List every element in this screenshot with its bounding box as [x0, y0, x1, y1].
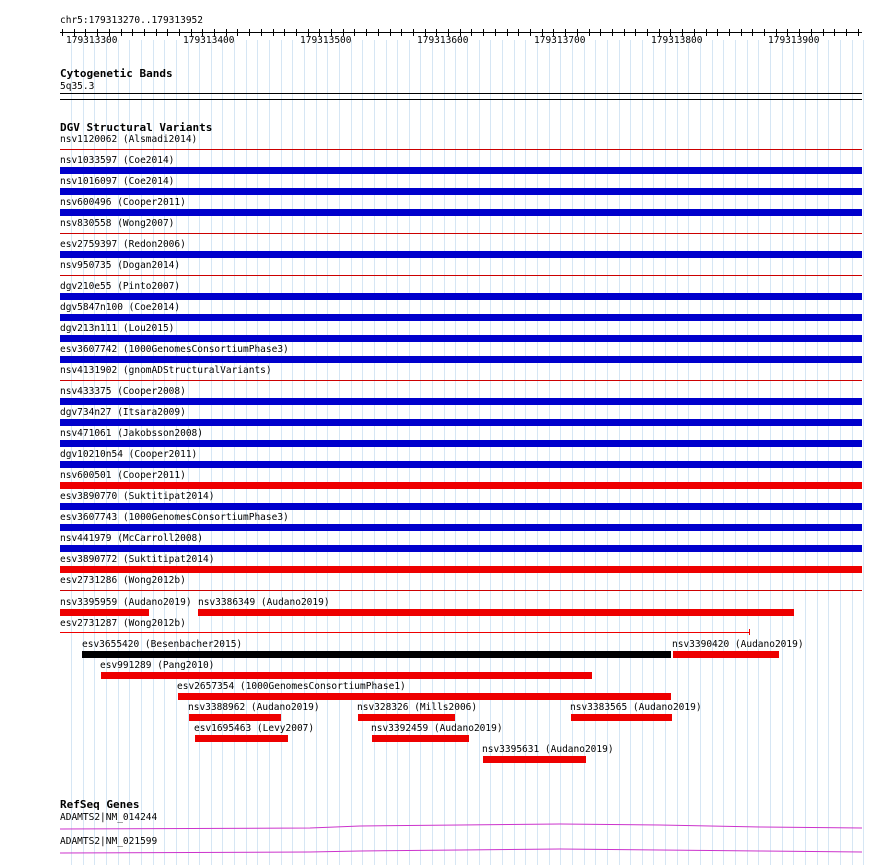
variant-feature[interactable]: [60, 609, 149, 616]
grid-line: [351, 40, 352, 865]
variant-feature[interactable]: [358, 714, 455, 721]
variant-label[interactable]: esv3890770 (Suktitipat2014): [60, 491, 215, 502]
variant-label[interactable]: esv2731287 (Wong2012b): [60, 618, 186, 629]
variant-feature[interactable]: [60, 149, 862, 150]
variant-label[interactable]: nsv328326 (Mills2006): [357, 702, 478, 713]
grid-line: [642, 40, 643, 865]
ruler-minor-tick: [237, 29, 238, 36]
grid-line: [723, 40, 724, 865]
variant-feature[interactable]: [60, 461, 862, 468]
variant-label[interactable]: esv1695463 (Levy2007): [194, 723, 315, 734]
variant-label[interactable]: nsv3392459 (Audano2019): [371, 723, 503, 734]
variant-label[interactable]: nsv950735 (Dogan2014): [60, 260, 181, 271]
ruler-tick-label: 179313700: [534, 35, 586, 46]
ruler-tick-label: 179313800: [651, 35, 703, 46]
ruler-minor-tick: [179, 29, 180, 36]
variant-feature[interactable]: [101, 672, 592, 679]
variant-feature[interactable]: [60, 293, 862, 300]
gene-tracks: [60, 820, 862, 860]
variant-label[interactable]: nsv4131902 (gnomADStructuralVariants): [60, 365, 272, 376]
variant-feature[interactable]: [60, 482, 862, 489]
cyto-band-line-top: [60, 93, 862, 94]
variant-feature[interactable]: [198, 609, 794, 616]
variant-label[interactable]: nsv830558 (Wong2007): [60, 218, 175, 229]
ruler-minor-tick: [132, 29, 133, 36]
grid-line: [665, 40, 666, 865]
cyto-track-title[interactable]: Cytogenetic Bands: [60, 67, 173, 80]
ruler-minor-tick: [823, 29, 824, 36]
ruler-minor-tick: [390, 29, 391, 36]
grid-line: [747, 40, 748, 865]
ruler-minor-tick: [483, 29, 484, 36]
variant-label[interactable]: esv2759397 (Redon2006): [60, 239, 186, 250]
grid-line: [817, 40, 818, 865]
variant-label[interactable]: dgv213n111 (Lou2015): [60, 323, 175, 334]
variant-label[interactable]: nsv441979 (McCarroll2008): [60, 533, 203, 544]
refseq-track-title[interactable]: RefSeq Genes: [60, 798, 140, 811]
variant-feature[interactable]: [60, 167, 862, 174]
cyto-band-label: 5q35.3: [60, 81, 95, 92]
grid-line: [677, 40, 678, 865]
variant-label[interactable]: nsv3383565 (Audano2019): [570, 702, 702, 713]
variant-feature[interactable]: [60, 380, 862, 381]
variant-label[interactable]: nsv1016097 (Coe2014): [60, 176, 175, 187]
ruler-minor-tick: [495, 29, 496, 36]
grid-line: [688, 40, 689, 865]
variant-label[interactable]: esv3890772 (Suktitipat2014): [60, 554, 215, 565]
variant-feature[interactable]: [60, 251, 862, 258]
location-label: chr5:179313270..179313952: [60, 15, 203, 26]
ruler-minor-tick: [366, 29, 367, 36]
grid-line: [549, 40, 550, 865]
grid-line: [316, 40, 317, 865]
ruler-minor-tick: [507, 29, 508, 36]
variant-label[interactable]: dgv210e55 (Pinto2007): [60, 281, 181, 292]
grid-line: [537, 40, 538, 865]
ruler-minor-tick: [249, 29, 250, 36]
ruler-minor-tick: [156, 29, 157, 36]
ruler-tick-label: 179313300: [66, 35, 118, 46]
variant-label[interactable]: nsv471061 (Jakobsson2008): [60, 428, 203, 439]
ruler-minor-tick: [144, 29, 145, 36]
variant-label[interactable]: dgv5847n100 (Coe2014): [60, 302, 181, 313]
grid-line: [619, 40, 620, 865]
ruler-minor-tick: [752, 29, 753, 36]
grid-line: [828, 40, 829, 865]
ruler-minor-tick: [273, 29, 274, 36]
variant-feature[interactable]: [483, 756, 586, 763]
variant-feature[interactable]: [673, 651, 779, 658]
grid-line: [653, 40, 654, 865]
grid-line: [840, 40, 841, 865]
grid-line: [525, 40, 526, 865]
variant-feature[interactable]: [60, 275, 862, 276]
ruler-minor-tick: [401, 29, 402, 36]
variant-feature[interactable]: [60, 209, 862, 216]
variant-feature[interactable]: [60, 314, 862, 321]
grid-line: [700, 40, 701, 865]
variant-feature[interactable]: [60, 335, 862, 342]
ruler-minor-tick: [612, 29, 613, 36]
gene-label[interactable]: ADAMTS2|NM_014244: [60, 812, 158, 823]
ruler-minor-tick: [741, 29, 742, 36]
grid-line: [584, 40, 585, 865]
variant-label[interactable]: nsv1033597 (Coe2014): [60, 155, 175, 166]
grid-line: [863, 40, 864, 865]
grid-line: [292, 40, 293, 865]
grid-line: [770, 40, 771, 865]
variant-feature[interactable]: [189, 714, 281, 721]
ruler-minor-tick: [167, 29, 168, 36]
grid-line: [607, 40, 608, 865]
variant-feature[interactable]: [60, 503, 862, 510]
ruler-minor-tick: [764, 29, 765, 36]
grid-line: [782, 40, 783, 865]
ruler-minor-tick: [589, 29, 590, 36]
gene-line[interactable]: [60, 824, 862, 829]
gene-line[interactable]: [60, 849, 862, 853]
ruler-minor-tick: [284, 29, 285, 36]
variant-feature[interactable]: [571, 714, 672, 721]
ruler-minor-tick: [717, 29, 718, 36]
grid-line: [339, 40, 340, 865]
variant-feature[interactable]: [60, 545, 862, 552]
ruler-minor-tick: [624, 29, 625, 36]
ruler-minor-tick: [413, 29, 414, 36]
grid-line: [560, 40, 561, 865]
variant-feature[interactable]: [60, 398, 862, 405]
ruler-tick-label: 179313400: [183, 35, 235, 46]
grid-line: [805, 40, 806, 865]
grid-line: [595, 40, 596, 865]
variant-feature[interactable]: [60, 590, 862, 591]
ruler-minor-tick: [518, 29, 519, 36]
variant-feature[interactable]: [178, 693, 671, 700]
grid-line: [712, 40, 713, 865]
ruler-minor-tick: [706, 29, 707, 36]
variant-label[interactable]: nsv3390420 (Audano2019): [672, 639, 804, 650]
grid-line: [479, 40, 480, 865]
ruler-minor-tick: [62, 29, 63, 36]
variant-label[interactable]: nsv3386349 (Audano2019): [198, 597, 330, 608]
grid-line: [304, 40, 305, 865]
variant-feature[interactable]: [60, 233, 862, 234]
grid-line: [758, 40, 759, 865]
variant-label[interactable]: nsv600501 (Cooper2011): [60, 470, 186, 481]
ruler-minor-tick: [858, 29, 859, 36]
ruler-minor-tick: [635, 29, 636, 36]
gene-label[interactable]: ADAMTS2|NM_021599: [60, 836, 158, 847]
variant-label[interactable]: nsv3388962 (Audano2019): [188, 702, 320, 713]
ruler-tick-label: 179313500: [300, 35, 352, 46]
ruler-minor-tick: [354, 29, 355, 36]
variant-label[interactable]: esv2657354 (1000GenomesConsortiumPhase1): [177, 681, 406, 692]
ruler-minor-tick: [729, 29, 730, 36]
grid-line: [490, 40, 491, 865]
grid-line: [572, 40, 573, 865]
variant-label[interactable]: esv2731286 (Wong2012b): [60, 575, 186, 586]
variant-feature[interactable]: [60, 440, 862, 447]
variant-label[interactable]: dgv734n27 (Itsara2009): [60, 407, 186, 418]
variant-label[interactable]: nsv433375 (Cooper2008): [60, 386, 186, 397]
variant-label[interactable]: esv3607743 (1000GenomesConsortiumPhase3): [60, 512, 289, 523]
grid-line: [502, 40, 503, 865]
grid-line: [514, 40, 515, 865]
ruler-minor-tick: [600, 29, 601, 36]
grid-line: [735, 40, 736, 865]
variant-label[interactable]: dgv10210n54 (Cooper2011): [60, 449, 198, 460]
grid-line: [852, 40, 853, 865]
variant-label[interactable]: esv3607742 (1000GenomesConsortiumPhase3): [60, 344, 289, 355]
variant-feature[interactable]: [60, 566, 862, 573]
variant-label[interactable]: nsv600496 (Cooper2011): [60, 197, 186, 208]
variant-end-cap: [749, 629, 750, 635]
variant-feature[interactable]: [60, 419, 862, 426]
variant-label[interactable]: esv991289 (Pang2010): [100, 660, 215, 671]
cyto-band-line-bottom: [60, 99, 862, 100]
variant-label[interactable]: nsv3395959 (Audano2019): [60, 597, 192, 608]
ruler-minor-tick: [834, 29, 835, 36]
ruler-minor-tick: [378, 29, 379, 36]
ruler-minor-tick: [530, 29, 531, 36]
variant-feature[interactable]: [372, 735, 469, 742]
variant-feature[interactable]: [195, 735, 288, 742]
ruler-tick-label: 179313900: [768, 35, 820, 46]
variant-label[interactable]: nsv1120062 (Alsmadi2014): [60, 134, 198, 145]
variant-feature[interactable]: [60, 524, 862, 531]
ruler-minor-tick: [471, 29, 472, 36]
ruler-minor-tick: [296, 29, 297, 36]
ruler-minor-tick: [647, 29, 648, 36]
variant-feature[interactable]: [60, 356, 862, 363]
grid-line: [630, 40, 631, 865]
grid-line: [362, 40, 363, 865]
ruler-minor-tick: [261, 29, 262, 36]
dgv-track-title[interactable]: DGV Structural Variants: [60, 121, 213, 134]
grid-line: [327, 40, 328, 865]
variant-label[interactable]: esv3655420 (Besenbacher2015): [82, 639, 243, 650]
variant-feature[interactable]: [82, 651, 671, 658]
grid-line: [793, 40, 794, 865]
ruler-minor-tick: [121, 29, 122, 36]
ruler-minor-tick: [846, 29, 847, 36]
ruler-tick-label: 179313600: [417, 35, 469, 46]
variant-feature[interactable]: [60, 188, 862, 195]
variant-feature[interactable]: [60, 632, 750, 633]
variant-label[interactable]: nsv3395631 (Audano2019): [482, 744, 614, 755]
